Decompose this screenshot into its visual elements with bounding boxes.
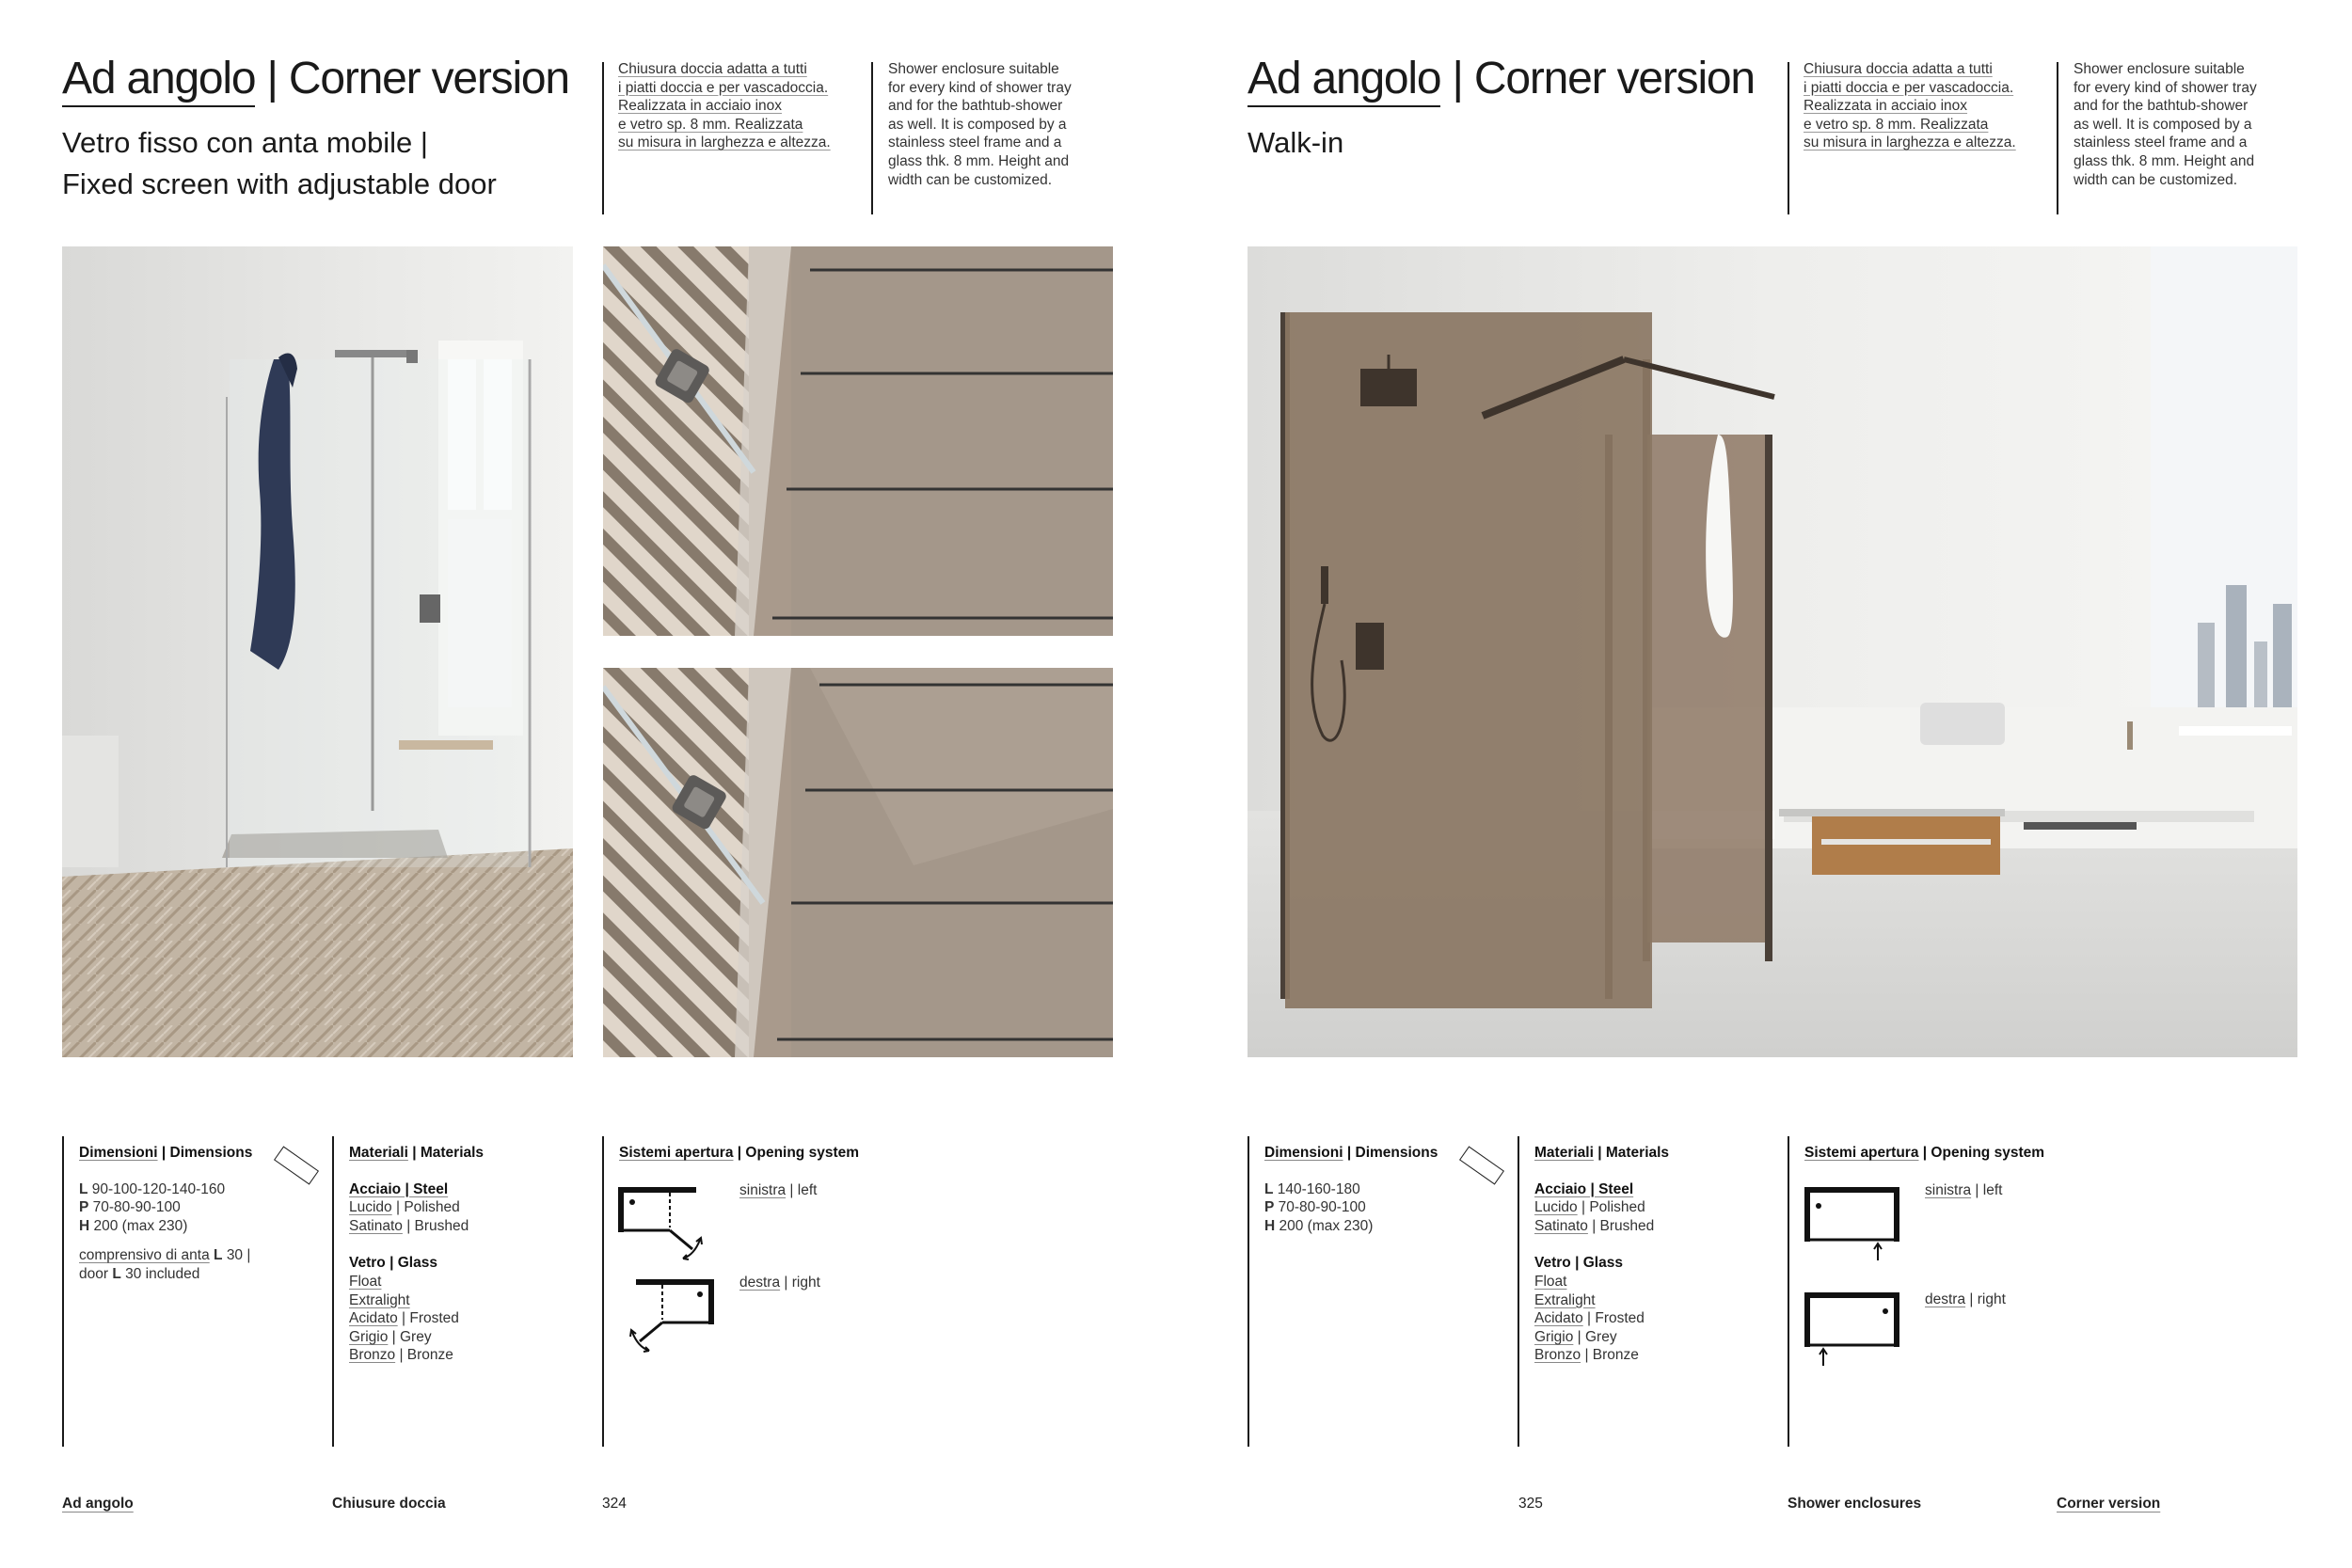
hinge-detail-photo — [603, 246, 1113, 636]
opening-left-diagram-icon — [617, 1185, 721, 1260]
opening-system-heading: Sistemi apertura | Opening system — [1804, 1145, 2045, 1161]
opening-right-diagram-icon — [1803, 1291, 1906, 1366]
intro-italian: Chiusura doccia adatta a tutti i piatti doccia e per vascadoccia. Realizzata in acciaio inox e vetro sp. 8 mm. Realizzata su misura in larghezza e altezza. — [618, 61, 831, 151]
intro-english: Shower enclosure suitable for every kind of shower tray and for the bathtub-shower as well. It is composed by a stainless steel frame and a glass thk. 8 mm. Height and width can be customized. — [2074, 61, 2257, 188]
page-title: Ad angolo | Corner version — [1248, 56, 1755, 102]
page-number: 325 — [1518, 1496, 1543, 1512]
opening-right-diagram-icon — [617, 1277, 721, 1353]
door-detail-photo — [603, 668, 1113, 1057]
divider — [1788, 1136, 1789, 1447]
divider — [871, 62, 873, 214]
divider — [62, 1136, 64, 1447]
opening-system-heading: Sistemi apertura | Opening system — [619, 1145, 860, 1161]
shower-photo — [62, 246, 573, 1057]
footer-category: Chiusure doccia — [332, 1496, 446, 1512]
page-number: 324 — [602, 1496, 627, 1512]
footer-category: Shower enclosures — [1788, 1496, 1922, 1512]
divider — [1788, 62, 1789, 214]
dimensions-block: Dimensioni | Dimensions L 90-100-120-140-160 P 70-80-90-100 H 200 (max 230) comprensivo di anta L 30 | door L 30 included — [79, 1145, 253, 1282]
opening-left-diagram-icon — [1803, 1185, 1906, 1260]
divider — [1518, 1136, 1519, 1447]
dimension-tag-icon — [1459, 1146, 1504, 1184]
divider — [2057, 62, 2058, 214]
footer-section: Ad angolo — [62, 1496, 134, 1512]
intro-english: Shower enclosure suitable for every kind of shower tray and for the bathtub-shower as well. It is composed by a stainless steel frame and a glass thk. 8 mm. Height and width can be customized. — [888, 61, 1072, 188]
opening-left-label: sinistra | left — [1925, 1182, 2003, 1198]
walk-in-photo — [1248, 246, 2297, 1057]
divider — [332, 1136, 334, 1447]
footer-section: Corner version — [2057, 1496, 2161, 1512]
page-subtitle: Vetro fisso con anta mobile | Fixed screen with adjustable door — [62, 126, 497, 200]
divider — [602, 1136, 604, 1447]
materials-block: Materiali | Materials Acciaio | Steel Lucido | Polished Satinato | Brushed Vetro | Glass Float Extralight Acidato | Frosted Grigio | Grey Bronzo | Bronze — [1534, 1145, 1670, 1364]
dimension-tag-icon — [274, 1146, 319, 1184]
opening-left-label: sinistra | left — [739, 1182, 818, 1198]
materials-block: Materiali | Materials Acciaio | Steel Lucido | Polished Satinato | Brushed Vetro | Glass Float Extralight Acidato | Frosted Grigio | Grey Bronzo | Bronze — [349, 1145, 485, 1364]
opening-right-label: destra | right — [1925, 1291, 2006, 1307]
intro-italian: Chiusura doccia adatta a tutti i piatti doccia e per vascadoccia. Realizzata in acciaio inox e vetro sp. 8 mm. Realizzata su misura in larghezza e altezza. — [1804, 61, 2016, 151]
divider — [1248, 1136, 1249, 1447]
page-subtitle: Walk-in — [1248, 126, 1344, 159]
opening-right-label: destra | right — [739, 1275, 820, 1291]
page-title: Ad angolo | Corner version — [62, 56, 569, 102]
divider — [602, 62, 604, 214]
dimensions-block: Dimensioni | Dimensions L 140-160-180 P 70-80-90-100 H 200 (max 230) — [1264, 1145, 1438, 1234]
